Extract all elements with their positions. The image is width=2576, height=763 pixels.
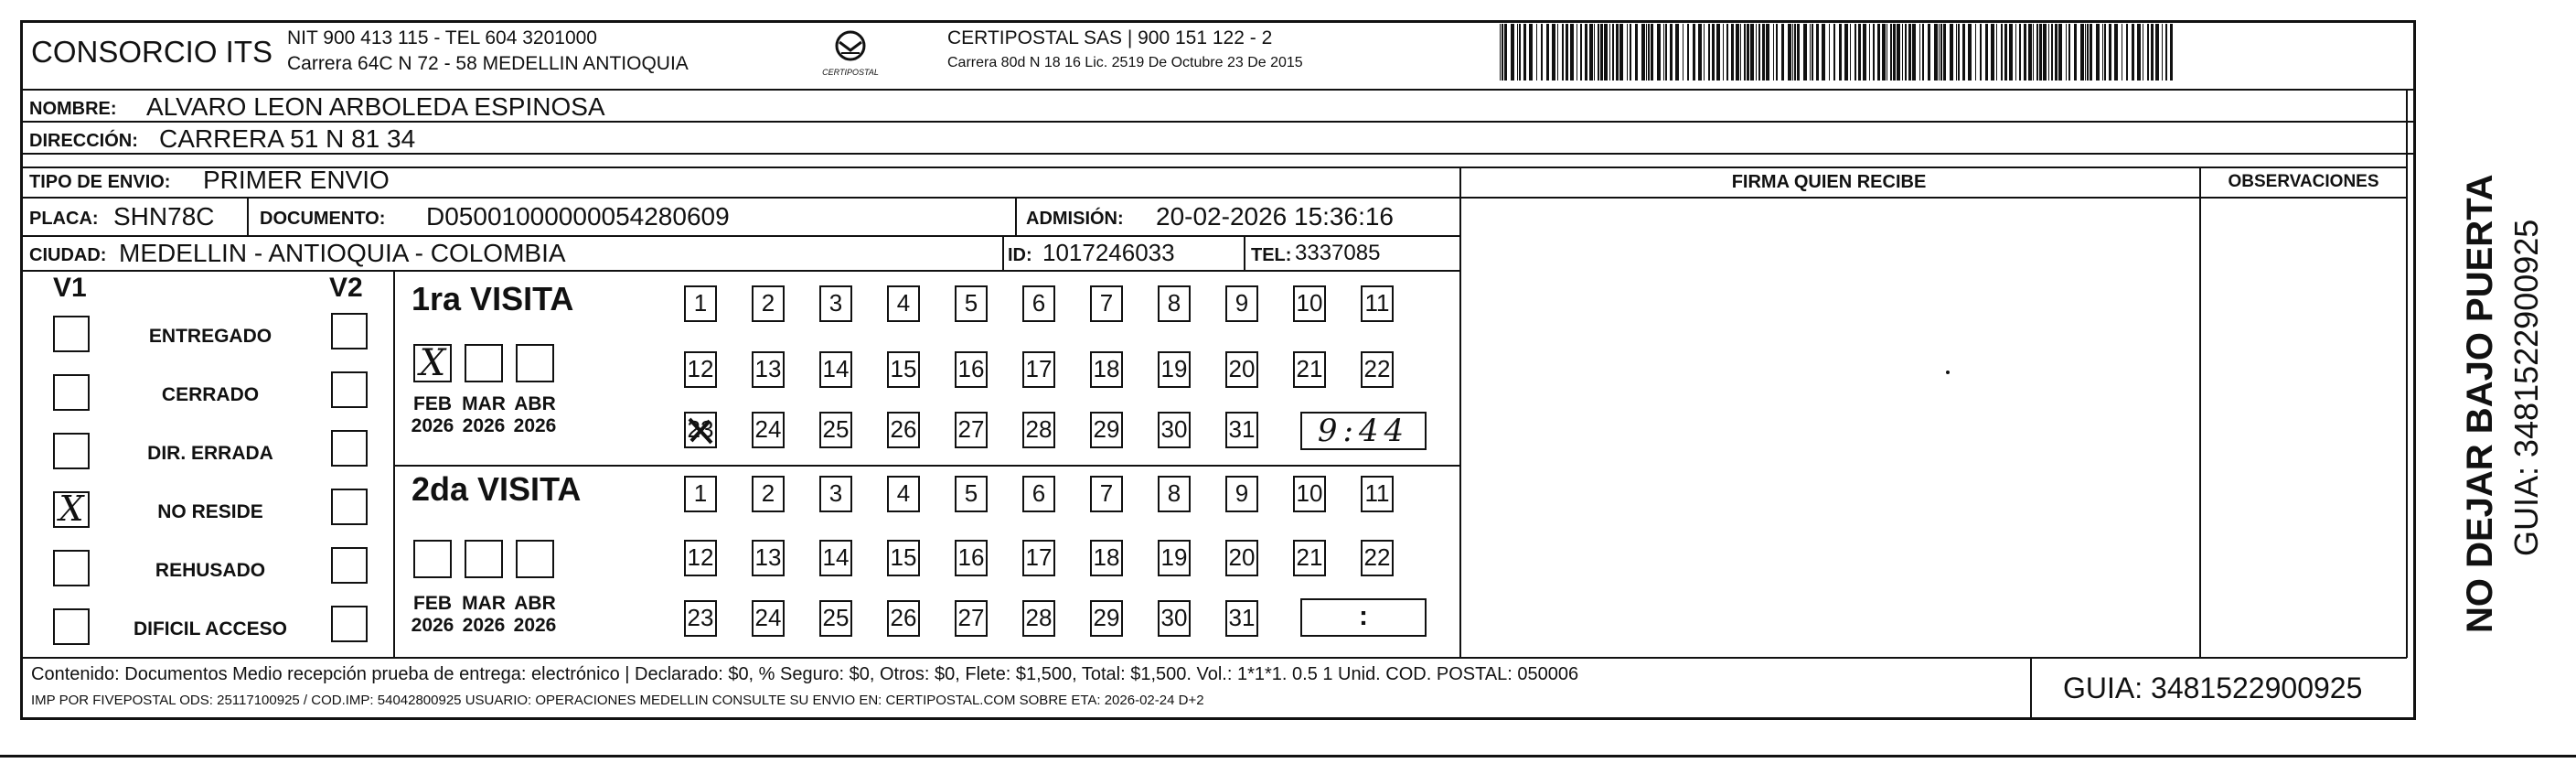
day-number: 28	[1025, 604, 1053, 631]
day-box[interactable]	[1022, 600, 1055, 637]
year-label: 2026	[513, 615, 557, 636]
visit1-time-box[interactable]	[1300, 412, 1427, 450]
status-label: NO RESIDE	[157, 501, 263, 522]
day-number: 25	[822, 604, 850, 631]
day-number: 6	[1031, 289, 1046, 317]
status-label: CERRADO	[161, 384, 260, 405]
day-box[interactable]	[684, 600, 717, 637]
day-box[interactable]	[1158, 600, 1191, 637]
day-number: 18	[1093, 543, 1120, 571]
day-box[interactable]	[1225, 285, 1258, 322]
day-number: 10	[1296, 479, 1323, 507]
v2-header: V2	[329, 273, 363, 303]
documento-label: DOCUMENTO:	[260, 209, 386, 229]
nombre-label: NOMBRE:	[29, 99, 117, 119]
day-box[interactable]	[1158, 351, 1191, 388]
day-number: 20	[1228, 543, 1256, 571]
v2-checkbox[interactable]	[331, 371, 368, 408]
visit1-time: 9:44	[1317, 413, 1410, 449]
day-number: 28	[1025, 415, 1053, 443]
day-number: 26	[890, 604, 917, 631]
v1-checkbox[interactable]	[53, 433, 90, 469]
year-label: 2026	[462, 615, 506, 636]
rule	[247, 197, 249, 235]
day-number: 13	[754, 355, 782, 382]
tipo-envio: PRIMER ENVIO	[203, 166, 390, 194]
day-number: 4	[896, 479, 911, 507]
day-box[interactable]	[1022, 540, 1055, 576]
day-number: 31	[1228, 604, 1256, 631]
day-box[interactable]	[819, 351, 852, 388]
month-mark: X	[419, 342, 446, 384]
day-number: 7	[1099, 289, 1114, 317]
v2-checkbox[interactable]	[331, 547, 368, 584]
v1-checkbox[interactable]	[53, 316, 90, 352]
day-box[interactable]	[887, 476, 920, 512]
day-number: 23	[687, 415, 714, 443]
year-label: 2026	[411, 615, 454, 636]
admision-label: ADMISIÓN:	[1026, 209, 1124, 229]
day-number: 1	[693, 289, 708, 317]
v1-checkbox[interactable]	[53, 491, 90, 528]
day-number: 24	[754, 604, 782, 631]
side-warning: NO DEJAR BAJO PUERTA	[2460, 174, 2500, 633]
day-number: 5	[964, 289, 978, 317]
day-box[interactable]	[819, 285, 852, 322]
day-box[interactable]	[752, 412, 785, 448]
day-number: 6	[1031, 479, 1046, 507]
day-box[interactable]	[1225, 600, 1258, 637]
firma-header: FIRMA QUIEN RECIBE	[1731, 172, 1927, 192]
day-number: 23	[687, 604, 714, 631]
month-label: ABR	[514, 593, 556, 614]
day-number: 27	[957, 415, 985, 443]
day-number: 12	[687, 355, 714, 382]
day-box[interactable]	[955, 412, 988, 448]
day-number: 20	[1228, 355, 1256, 382]
day-number: 15	[890, 355, 917, 382]
tipo-envio-label: TIPO DE ENVIO:	[29, 172, 171, 192]
day-box[interactable]	[887, 412, 920, 448]
footer-content: Contenido: Documentos Medio recepción prueba de entrega: electrónico | Declarado: $0, % Seguro: $0, Otros: $0, Flete: $1,500, Total: $1,500. Vol.: 1*1*1. 0.5 1 Unid. COD. POSTAL: 050006	[31, 664, 1579, 684]
courier-address: Carrera 80d N 18 16 Lic. 2519 De Octubre 23 De 2015	[947, 55, 1303, 70]
day-number: 16	[957, 355, 985, 382]
day-number: 27	[957, 604, 985, 631]
day-box[interactable]	[819, 476, 852, 512]
day-box[interactable]	[819, 540, 852, 576]
month-label: ABR	[514, 393, 556, 414]
rule	[1002, 235, 1004, 270]
day-box[interactable]	[752, 285, 785, 322]
direccion-label: DIRECCIÓN:	[29, 131, 138, 151]
v1-mark: X	[59, 489, 84, 529]
status-label: DIFICIL ACCESO	[133, 618, 287, 639]
day-box[interactable]	[1090, 540, 1123, 576]
month-label: FEB	[413, 393, 452, 414]
day-box[interactable]	[1293, 540, 1326, 576]
year-label: 2026	[411, 415, 454, 436]
day-number: 14	[822, 543, 850, 571]
documento: D05001000000054280609	[426, 202, 730, 231]
day-number: 3	[828, 289, 843, 317]
day-number: 24	[754, 415, 782, 443]
day-box[interactable]	[1090, 600, 1123, 637]
v1-checkbox[interactable]	[53, 608, 90, 645]
certipostal-logo	[814, 26, 887, 81]
day-box[interactable]	[819, 600, 852, 637]
day-number: 4	[896, 289, 911, 317]
v2-checkbox[interactable]	[331, 606, 368, 642]
day-number: 30	[1160, 604, 1188, 631]
cut-line	[0, 755, 2576, 758]
recipient-id: 1017246033	[1042, 239, 1175, 266]
placa: SHN78C	[113, 202, 215, 231]
pen-dot	[1946, 371, 1950, 374]
day-number: 16	[957, 543, 985, 571]
day-box[interactable]	[1158, 540, 1191, 576]
day-box[interactable]	[1361, 351, 1394, 388]
day-box[interactable]	[887, 540, 920, 576]
day-box[interactable]	[752, 476, 785, 512]
day-number: 17	[1025, 543, 1053, 571]
day-box[interactable]	[887, 351, 920, 388]
day-box[interactable]	[1293, 476, 1326, 512]
day-number: 8	[1167, 289, 1181, 317]
day-number: 7	[1099, 479, 1114, 507]
observaciones-header: OBSERVACIONES	[2228, 172, 2379, 191]
month-checkbox[interactable]	[516, 344, 554, 382]
day-number: 9	[1235, 479, 1249, 507]
day-number: 17	[1025, 355, 1053, 382]
day-number: 1	[693, 479, 708, 507]
day-box[interactable]	[955, 285, 988, 322]
day-box[interactable]	[1158, 476, 1191, 512]
day-box[interactable]	[1225, 540, 1258, 576]
rule	[20, 270, 1460, 272]
day-number: 18	[1093, 355, 1120, 382]
day-box[interactable]	[1361, 540, 1394, 576]
v1-checkbox[interactable]	[53, 374, 90, 411]
rule	[20, 197, 2407, 199]
ciudad-label: CIUDAD:	[29, 245, 107, 265]
tel-label: TEL:	[1251, 245, 1292, 265]
day-number: 10	[1296, 289, 1323, 317]
day-number: 22	[1363, 543, 1391, 571]
day-number: 11	[1364, 289, 1390, 317]
status-label: DIR. ERRADA	[147, 443, 273, 464]
day-number: 19	[1160, 543, 1188, 571]
day-number: 2	[761, 289, 775, 317]
v2-checkbox[interactable]	[331, 313, 368, 349]
month-checkbox[interactable]	[413, 540, 452, 578]
day-box[interactable]	[1022, 476, 1055, 512]
day-box[interactable]	[1225, 476, 1258, 512]
month-checkbox[interactable]	[465, 344, 503, 382]
v1-header: V1	[53, 273, 87, 303]
day-number: 13	[754, 543, 782, 571]
day-box[interactable]	[955, 476, 988, 512]
day-box[interactable]	[1090, 476, 1123, 512]
day-box[interactable]	[1022, 412, 1055, 448]
v1-checkbox[interactable]	[53, 550, 90, 586]
day-box[interactable]	[684, 412, 717, 448]
admision: 20-02-2026 15:36:16	[1156, 202, 1394, 231]
company-name: CONSORCIO ITS	[31, 35, 273, 69]
id-label: ID:	[1008, 245, 1032, 265]
company-address: Carrera 64C N 72 - 58 MEDELLIN ANTIOQUIA	[287, 53, 689, 74]
day-number: 9	[1235, 289, 1249, 317]
day-number: 21	[1296, 543, 1323, 571]
day-number: 11	[1364, 479, 1390, 507]
visit2-time-box[interactable]	[1300, 598, 1427, 637]
rule	[393, 270, 395, 658]
day-strike-mark	[686, 414, 715, 446]
visit2-title: 2da VISITA	[412, 470, 582, 508]
rule	[1015, 197, 1017, 235]
day-box[interactable]	[955, 600, 988, 637]
visit1-title: 1ra VISITA	[412, 280, 574, 317]
logo-caption: CERTIPOSTAL	[822, 68, 879, 77]
day-box[interactable]	[684, 285, 717, 322]
month-checkbox[interactable]	[465, 540, 503, 578]
day-box[interactable]	[752, 600, 785, 637]
day-box[interactable]	[684, 540, 717, 576]
day-box[interactable]	[955, 540, 988, 576]
month-label: MAR	[462, 393, 506, 414]
day-box[interactable]	[887, 285, 920, 322]
day-box[interactable]	[1090, 351, 1123, 388]
day-box[interactable]	[684, 351, 717, 388]
rule	[20, 657, 2407, 659]
day-number: 29	[1093, 415, 1120, 443]
rule	[2406, 89, 2408, 658]
day-box[interactable]	[1225, 412, 1258, 448]
day-number: 12	[687, 543, 714, 571]
day-number: 29	[1093, 604, 1120, 631]
day-box[interactable]	[684, 476, 717, 512]
side-guia: GUIA: 3481522900925	[2507, 219, 2545, 556]
day-box[interactable]	[752, 540, 785, 576]
day-box[interactable]	[1293, 285, 1326, 322]
v2-checkbox[interactable]	[331, 489, 368, 525]
courier-name: CERTIPOSTAL SAS | 900 151 122 - 2	[947, 27, 1273, 48]
footer-guia: GUIA: 3481522900925	[2063, 672, 2363, 704]
day-box[interactable]	[1225, 351, 1258, 388]
day-number: 30	[1160, 415, 1188, 443]
visit2-time: :	[1359, 601, 1368, 631]
barcode	[1500, 24, 2176, 81]
rule	[2030, 657, 2032, 719]
day-box[interactable]	[1022, 285, 1055, 322]
month-checkbox[interactable]	[516, 540, 554, 578]
day-number: 5	[964, 479, 978, 507]
footer-imp: IMP POR FIVEPOSTAL ODS: 25117100925 / COD.IMP: 54042800925 USUARIO: OPERACIONES MEDELLIN CONSULTE SU ENVIO EN: CERTIPOSTAL.COM SOBRE ETA: 2026-02-24 D+2	[31, 693, 1204, 708]
year-label: 2026	[513, 415, 557, 436]
status-label: ENTREGADO	[148, 326, 273, 347]
rule	[1459, 167, 1461, 658]
day-number: 8	[1167, 479, 1181, 507]
day-box[interactable]	[1090, 285, 1123, 322]
recipient-tel: 3337085	[1295, 241, 1381, 265]
day-box[interactable]	[1361, 476, 1394, 512]
day-number: 19	[1160, 355, 1188, 382]
day-number: 3	[828, 479, 843, 507]
rule	[1244, 235, 1245, 270]
rule	[2199, 167, 2201, 658]
day-box[interactable]	[887, 600, 920, 637]
day-box[interactable]	[1158, 285, 1191, 322]
v2-checkbox[interactable]	[331, 430, 368, 467]
day-number: 25	[822, 415, 850, 443]
month-checkbox[interactable]	[413, 344, 452, 382]
ciudad: MEDELLIN - ANTIOQUIA - COLOMBIA	[119, 239, 566, 267]
day-number: 31	[1228, 415, 1256, 443]
recipient-address: CARRERA 51 N 81 34	[159, 124, 416, 153]
day-number: 14	[822, 355, 850, 382]
day-box[interactable]	[1293, 351, 1326, 388]
day-box[interactable]	[955, 351, 988, 388]
day-box[interactable]	[752, 351, 785, 388]
company-nit: NIT 900 413 115 - TEL 604 3201000	[287, 27, 597, 48]
day-box[interactable]	[1090, 412, 1123, 448]
rule	[393, 465, 1460, 467]
day-number: 26	[890, 415, 917, 443]
rule	[20, 89, 2416, 91]
day-box[interactable]	[1022, 351, 1055, 388]
day-number: 15	[890, 543, 917, 571]
placa-label: PLACA:	[29, 209, 99, 229]
month-label: MAR	[462, 593, 506, 614]
month-label: FEB	[413, 593, 452, 614]
day-number: 22	[1363, 355, 1391, 382]
status-label: REHUSADO	[155, 560, 266, 581]
day-box[interactable]	[819, 412, 852, 448]
recipient-name: ALVARO LEON ARBOLEDA ESPINOSA	[146, 92, 605, 121]
day-box[interactable]	[1158, 412, 1191, 448]
day-number: 2	[761, 479, 775, 507]
day-number: 21	[1296, 355, 1323, 382]
year-label: 2026	[462, 415, 506, 436]
day-box[interactable]	[1361, 285, 1394, 322]
